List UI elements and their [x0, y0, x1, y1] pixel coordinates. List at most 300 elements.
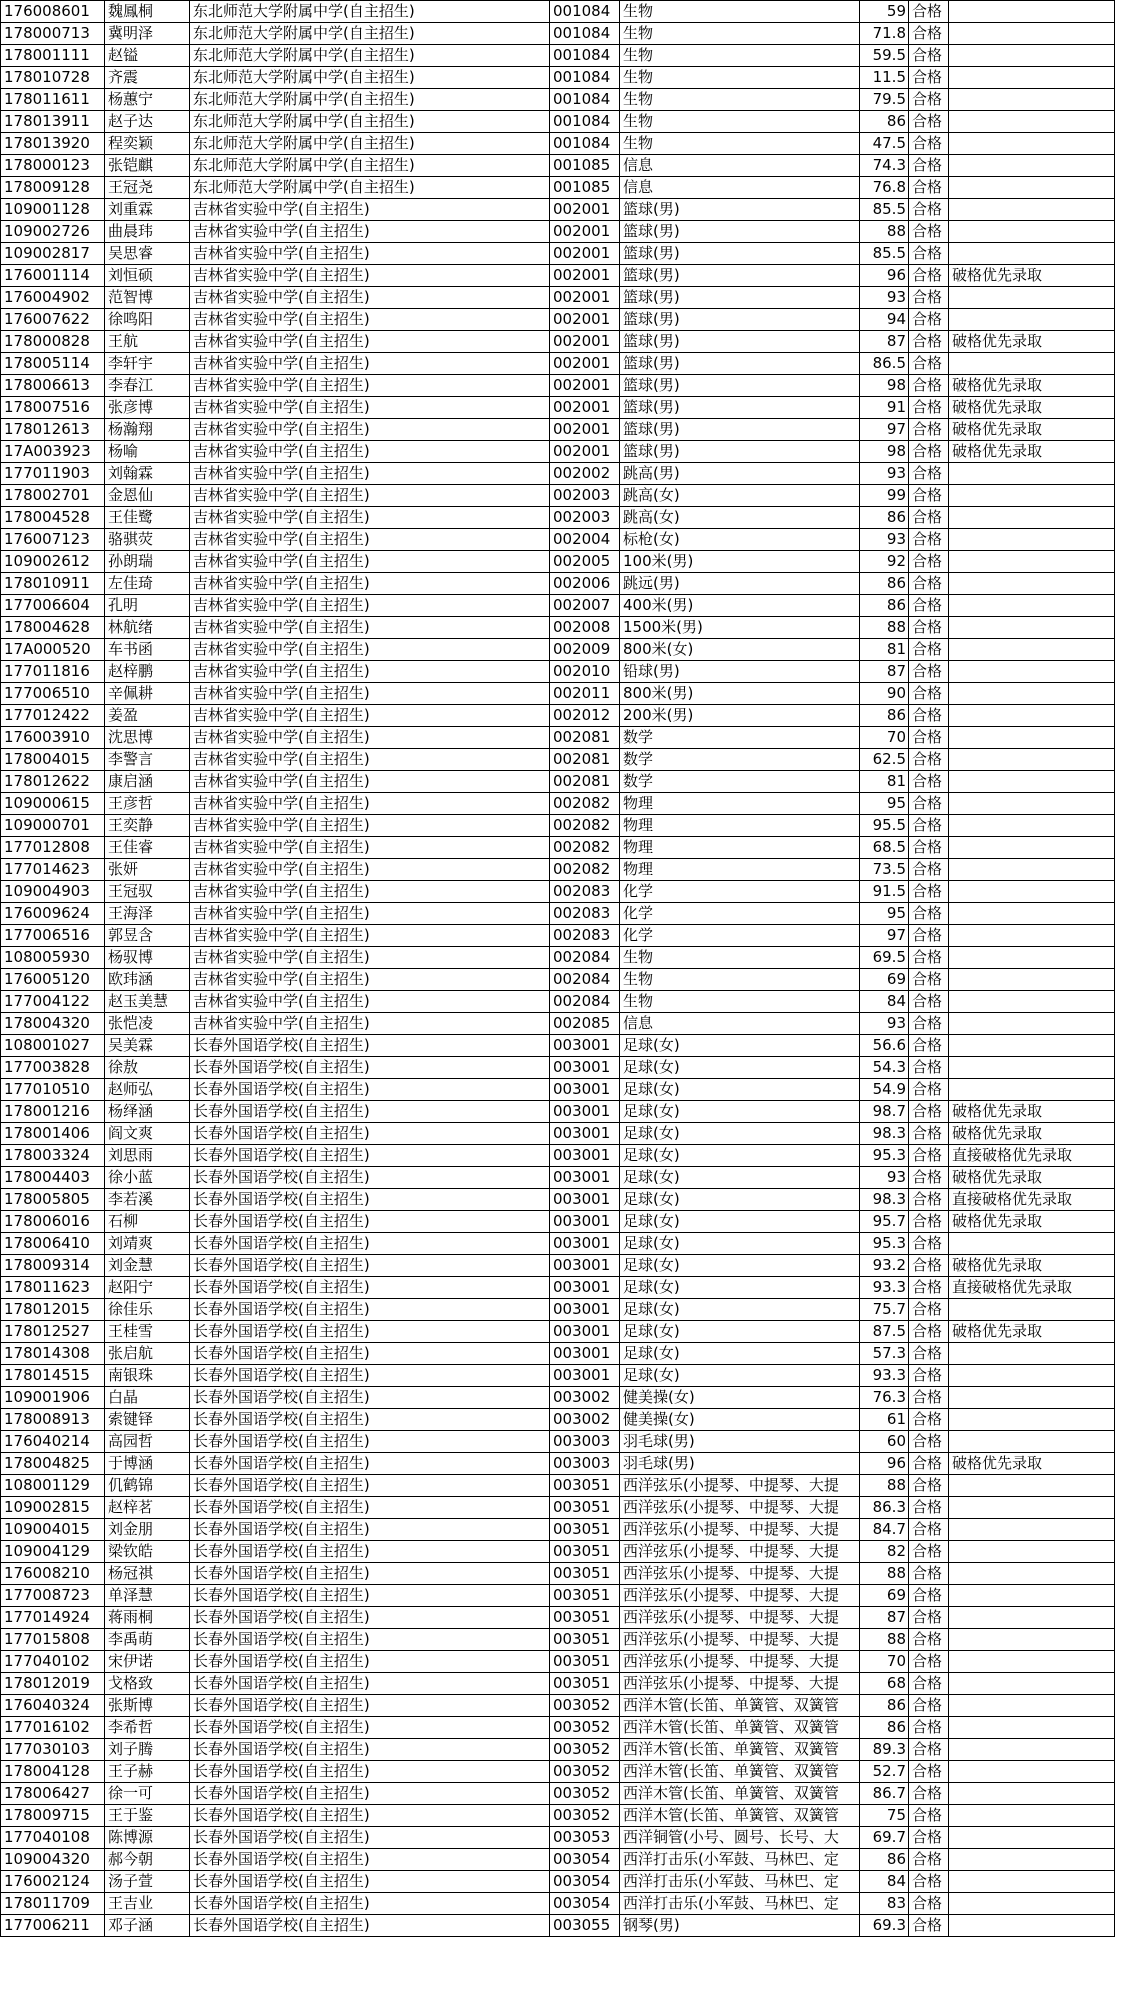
- school-cell: 东北师范大学附属中学(自主招生): [190, 155, 550, 177]
- table-row: [1, 177, 1115, 199]
- remark-cell: [949, 595, 1115, 617]
- program-code-cell: 002081: [550, 727, 620, 749]
- program-name-cell: 生物: [620, 947, 860, 969]
- remark-cell: [949, 1497, 1115, 1519]
- table-row: [1, 485, 1115, 507]
- result-cell: 合格: [909, 1673, 949, 1695]
- result-cell: 合格: [909, 287, 949, 309]
- table-row: [1, 1893, 1115, 1915]
- score-cell: 11.5: [860, 67, 909, 89]
- score-cell: 85.5: [860, 199, 909, 221]
- program-code-cell: 003001: [550, 1079, 620, 1101]
- exam-id-cell: 177014924: [1, 1607, 105, 1629]
- table-row: [1, 1387, 1115, 1409]
- table-row: [1, 111, 1115, 133]
- result-cell: 合格: [909, 1519, 949, 1541]
- program-name-cell: 物理: [620, 815, 860, 837]
- program-code-cell: 003051: [550, 1541, 620, 1563]
- exam-id-cell: 178006427: [1, 1783, 105, 1805]
- score-cell: 54.3: [860, 1057, 909, 1079]
- student-name-cell: 赵梓鹏: [105, 661, 190, 683]
- student-name-cell: 王航: [105, 331, 190, 353]
- result-cell: 合格: [909, 1, 949, 23]
- program-code-cell: 002001: [550, 199, 620, 221]
- school-cell: 长春外国语学校(自主招生): [190, 1915, 550, 1937]
- school-cell: 长春外国语学校(自主招生): [190, 1387, 550, 1409]
- score-cell: 95.7: [860, 1211, 909, 1233]
- remark-cell: [949, 111, 1115, 133]
- program-code-cell: 002001: [550, 419, 620, 441]
- student-name-cell: 孙朗瑞: [105, 551, 190, 573]
- result-cell: 合格: [909, 881, 949, 903]
- result-cell: 合格: [909, 1057, 949, 1079]
- student-name-cell: 刘翰霖: [105, 463, 190, 485]
- table-row: [1, 551, 1115, 573]
- program-code-cell: 002001: [550, 265, 620, 287]
- remark-cell: [949, 1057, 1115, 1079]
- school-cell: 吉林省实验中学(自主招生): [190, 903, 550, 925]
- school-cell: 长春外国语学校(自主招生): [190, 1607, 550, 1629]
- student-name-cell: 赵子达: [105, 111, 190, 133]
- exam-id-cell: 178014515: [1, 1365, 105, 1387]
- table-row: [1, 1409, 1115, 1431]
- exam-id-cell: 178000123: [1, 155, 105, 177]
- result-cell: 合格: [909, 375, 949, 397]
- exam-id-cell: 178009314: [1, 1255, 105, 1277]
- program-name-cell: 足球(女): [620, 1321, 860, 1343]
- school-cell: 长春外国语学校(自主招生): [190, 1497, 550, 1519]
- student-name-cell: 王吉业: [105, 1893, 190, 1915]
- result-cell: 合格: [909, 1321, 949, 1343]
- remark-cell: [949, 727, 1115, 749]
- program-name-cell: 足球(女): [620, 1255, 860, 1277]
- program-name-cell: 西洋弦乐(小提琴、中提琴、大提: [620, 1519, 860, 1541]
- result-cell: 合格: [909, 1849, 949, 1871]
- school-cell: 东北师范大学附属中学(自主招生): [190, 67, 550, 89]
- program-code-cell: 003001: [550, 1321, 620, 1343]
- student-name-cell: 王佳睿: [105, 837, 190, 859]
- table-row: [1, 1783, 1115, 1805]
- table-row: [1, 749, 1115, 771]
- score-cell: 96: [860, 1453, 909, 1475]
- exam-id-cell: 109000615: [1, 793, 105, 815]
- table-row: [1, 529, 1115, 551]
- school-cell: 长春外国语学校(自主招生): [190, 1475, 550, 1497]
- score-cell: 91.5: [860, 881, 909, 903]
- student-name-cell: 王冠尧: [105, 177, 190, 199]
- student-name-cell: 郝今朝: [105, 1849, 190, 1871]
- exam-id-cell: 178012015: [1, 1299, 105, 1321]
- result-cell: 合格: [909, 1607, 949, 1629]
- program-code-cell: 003002: [550, 1387, 620, 1409]
- table-row: [1, 1145, 1115, 1167]
- result-cell: 合格: [909, 1739, 949, 1761]
- school-cell: 长春外国语学校(自主招生): [190, 1761, 550, 1783]
- table-row: [1, 1717, 1115, 1739]
- program-name-cell: 生物: [620, 45, 860, 67]
- table-row: [1, 947, 1115, 969]
- table-row: [1, 815, 1115, 837]
- score-cell: 85.5: [860, 243, 909, 265]
- table-row: [1, 1761, 1115, 1783]
- table-row: [1, 287, 1115, 309]
- remark-cell: 破格优先录取: [949, 419, 1115, 441]
- student-name-cell: 左佳琦: [105, 573, 190, 595]
- program-name-cell: 化学: [620, 925, 860, 947]
- school-cell: 长春外国语学校(自主招生): [190, 1365, 550, 1387]
- student-name-cell: 赵梓茗: [105, 1497, 190, 1519]
- table-row: [1, 683, 1115, 705]
- result-cell: 合格: [909, 1431, 949, 1453]
- school-cell: 长春外国语学校(自主招生): [190, 1893, 550, 1915]
- score-cell: 69.5: [860, 947, 909, 969]
- program-name-cell: 西洋弦乐(小提琴、中提琴、大提: [620, 1497, 860, 1519]
- school-cell: 长春外国语学校(自主招生): [190, 1563, 550, 1585]
- score-cell: 97: [860, 419, 909, 441]
- student-name-cell: 吴思睿: [105, 243, 190, 265]
- program-name-cell: 羽毛球(男): [620, 1453, 860, 1475]
- table-row: [1, 1123, 1115, 1145]
- program-name-cell: 足球(女): [620, 1035, 860, 1057]
- result-cell: 合格: [909, 727, 949, 749]
- program-name-cell: 篮球(男): [620, 397, 860, 419]
- student-name-cell: 徐佳乐: [105, 1299, 190, 1321]
- program-name-cell: 西洋弦乐(小提琴、中提琴、大提: [620, 1475, 860, 1497]
- program-name-cell: 200米(男): [620, 705, 860, 727]
- score-cell: 59.5: [860, 45, 909, 67]
- exam-id-cell: 176009624: [1, 903, 105, 925]
- program-name-cell: 篮球(男): [620, 353, 860, 375]
- exam-id-cell: 177014623: [1, 859, 105, 881]
- remark-cell: 破格优先录取: [949, 331, 1115, 353]
- table-row: [1, 1211, 1115, 1233]
- remark-cell: [949, 1013, 1115, 1035]
- student-name-cell: 李轩宇: [105, 353, 190, 375]
- table-row: [1, 1519, 1115, 1541]
- exam-id-cell: 108001129: [1, 1475, 105, 1497]
- program-name-cell: 足球(女): [620, 1145, 860, 1167]
- result-cell: 合格: [909, 573, 949, 595]
- result-cell: 合格: [909, 1563, 949, 1585]
- remark-cell: 破格优先录取: [949, 1321, 1115, 1343]
- remark-cell: [949, 551, 1115, 573]
- score-cell: 93: [860, 463, 909, 485]
- table-row: [1, 199, 1115, 221]
- score-cell: 86.5: [860, 353, 909, 375]
- program-name-cell: 化学: [620, 903, 860, 925]
- program-name-cell: 跳高(男): [620, 463, 860, 485]
- program-code-cell: 001084: [550, 67, 620, 89]
- remark-cell: [949, 573, 1115, 595]
- student-name-cell: 张斯博: [105, 1695, 190, 1717]
- student-name-cell: 杨蕙宁: [105, 89, 190, 111]
- table-row: [1, 1013, 1115, 1035]
- score-cell: 81: [860, 771, 909, 793]
- school-cell: 长春外国语学校(自主招生): [190, 1343, 550, 1365]
- exam-id-cell: 109002815: [1, 1497, 105, 1519]
- result-cell: 合格: [909, 1035, 949, 1057]
- score-cell: 86: [860, 595, 909, 617]
- remark-cell: [949, 1827, 1115, 1849]
- student-name-cell: 骆骐荧: [105, 529, 190, 551]
- remark-cell: [949, 463, 1115, 485]
- program-name-cell: 足球(女): [620, 1343, 860, 1365]
- table-row: [1, 1365, 1115, 1387]
- result-cell: 合格: [909, 1761, 949, 1783]
- score-cell: 52.7: [860, 1761, 909, 1783]
- remark-cell: [949, 23, 1115, 45]
- student-name-cell: 车书函: [105, 639, 190, 661]
- result-cell: 合格: [909, 1871, 949, 1893]
- school-cell: 吉林省实验中学(自主招生): [190, 617, 550, 639]
- school-cell: 东北师范大学附属中学(自主招生): [190, 177, 550, 199]
- school-cell: 长春外国语学校(自主招生): [190, 1035, 550, 1057]
- school-cell: 吉林省实验中学(自主招生): [190, 815, 550, 837]
- table-body: [1, 1, 1115, 1937]
- score-cell: 88: [860, 1475, 909, 1497]
- school-cell: 吉林省实验中学(自主招生): [190, 881, 550, 903]
- result-cell: 合格: [909, 177, 949, 199]
- school-cell: 吉林省实验中学(自主招生): [190, 309, 550, 331]
- table-row: [1, 463, 1115, 485]
- program-name-cell: 100米(男): [620, 551, 860, 573]
- program-code-cell: 002005: [550, 551, 620, 573]
- exam-id-cell: 178004128: [1, 1761, 105, 1783]
- student-name-cell: 杨瀚翔: [105, 419, 190, 441]
- school-cell: 吉林省实验中学(自主招生): [190, 749, 550, 771]
- program-code-cell: 001084: [550, 111, 620, 133]
- program-name-cell: 篮球(男): [620, 221, 860, 243]
- program-code-cell: 002012: [550, 705, 620, 727]
- exam-id-cell: 177012808: [1, 837, 105, 859]
- student-name-cell: 刘恒硕: [105, 265, 190, 287]
- remark-cell: [949, 1365, 1115, 1387]
- exam-id-cell: 17A003923: [1, 441, 105, 463]
- program-code-cell: 001084: [550, 1, 620, 23]
- exam-id-cell: 178011611: [1, 89, 105, 111]
- program-name-cell: 篮球(男): [620, 375, 860, 397]
- remark-cell: [949, 1079, 1115, 1101]
- remark-cell: [949, 177, 1115, 199]
- result-cell: 合格: [909, 265, 949, 287]
- remark-cell: [949, 859, 1115, 881]
- student-name-cell: 刘靖爽: [105, 1233, 190, 1255]
- student-name-cell: 齐震: [105, 67, 190, 89]
- program-code-cell: 002082: [550, 837, 620, 859]
- exam-id-cell: 109004129: [1, 1541, 105, 1563]
- program-name-cell: 生物: [620, 23, 860, 45]
- result-cell: 合格: [909, 1365, 949, 1387]
- exam-id-cell: 177016102: [1, 1717, 105, 1739]
- score-cell: 47.5: [860, 133, 909, 155]
- program-code-cell: 002001: [550, 353, 620, 375]
- result-cell: 合格: [909, 903, 949, 925]
- exam-id-cell: 108005930: [1, 947, 105, 969]
- program-code-cell: 003001: [550, 1299, 620, 1321]
- table-row: [1, 1805, 1115, 1827]
- student-name-cell: 杨驭博: [105, 947, 190, 969]
- remark-cell: 破格优先录取: [949, 1453, 1115, 1475]
- student-name-cell: 仉鹤锦: [105, 1475, 190, 1497]
- score-cell: 93.3: [860, 1277, 909, 1299]
- exam-id-cell: 178002701: [1, 485, 105, 507]
- result-cell: 合格: [909, 89, 949, 111]
- school-cell: 长春外国语学校(自主招生): [190, 1409, 550, 1431]
- exam-id-cell: 177040102: [1, 1651, 105, 1673]
- program-name-cell: 足球(女): [620, 1123, 860, 1145]
- exam-id-cell: 177006510: [1, 683, 105, 705]
- program-name-cell: 篮球(男): [620, 419, 860, 441]
- program-name-cell: 西洋弦乐(小提琴、中提琴、大提: [620, 1607, 860, 1629]
- remark-cell: [949, 507, 1115, 529]
- program-name-cell: 数学: [620, 749, 860, 771]
- program-code-cell: 003001: [550, 1167, 620, 1189]
- school-cell: 长春外国语学校(自主招生): [190, 1101, 550, 1123]
- result-cell: 合格: [909, 463, 949, 485]
- score-cell: 94: [860, 309, 909, 331]
- score-cell: 89.3: [860, 1739, 909, 1761]
- student-name-cell: 单泽慧: [105, 1585, 190, 1607]
- result-cell: 合格: [909, 705, 949, 727]
- remark-cell: [949, 1739, 1115, 1761]
- result-cell: 合格: [909, 199, 949, 221]
- result-cell: 合格: [909, 1123, 949, 1145]
- program-name-cell: 足球(女): [620, 1299, 860, 1321]
- score-cell: 97: [860, 925, 909, 947]
- school-cell: 吉林省实验中学(自主招生): [190, 859, 550, 881]
- program-code-cell: 002082: [550, 815, 620, 837]
- result-cell: 合格: [909, 1079, 949, 1101]
- exam-id-cell: 178001406: [1, 1123, 105, 1145]
- program-code-cell: 002083: [550, 903, 620, 925]
- program-code-cell: 002085: [550, 1013, 620, 1035]
- result-cell: 合格: [909, 1233, 949, 1255]
- result-cell: 合格: [909, 617, 949, 639]
- exam-id-cell: 177012422: [1, 705, 105, 727]
- remark-cell: [949, 353, 1115, 375]
- remark-cell: [949, 1651, 1115, 1673]
- result-cell: 合格: [909, 1695, 949, 1717]
- school-cell: 长春外国语学校(自主招生): [190, 1651, 550, 1673]
- student-name-cell: 吴美霖: [105, 1035, 190, 1057]
- school-cell: 吉林省实验中学(自主招生): [190, 705, 550, 727]
- exam-id-cell: 176007123: [1, 529, 105, 551]
- exam-id-cell: 178001111: [1, 45, 105, 67]
- result-cell: 合格: [909, 1629, 949, 1651]
- result-cell: 合格: [909, 1827, 949, 1849]
- table-row: [1, 1827, 1115, 1849]
- program-name-cell: 足球(女): [620, 1277, 860, 1299]
- program-name-cell: 篮球(男): [620, 199, 860, 221]
- remark-cell: [949, 661, 1115, 683]
- score-cell: 95.5: [860, 815, 909, 837]
- student-name-cell: 刘思雨: [105, 1145, 190, 1167]
- program-name-cell: 物理: [620, 837, 860, 859]
- score-cell: 93: [860, 287, 909, 309]
- program-code-cell: 003052: [550, 1739, 620, 1761]
- program-name-cell: 生物: [620, 133, 860, 155]
- program-code-cell: 003001: [550, 1343, 620, 1365]
- remark-cell: [949, 485, 1115, 507]
- result-cell: 合格: [909, 507, 949, 529]
- remark-cell: [949, 199, 1115, 221]
- program-code-cell: 003051: [550, 1629, 620, 1651]
- school-cell: 吉林省实验中学(自主招生): [190, 727, 550, 749]
- program-code-cell: 002081: [550, 749, 620, 771]
- remark-cell: [949, 991, 1115, 1013]
- score-cell: 86: [860, 705, 909, 727]
- program-name-cell: 篮球(男): [620, 441, 860, 463]
- result-cell: 合格: [909, 1805, 949, 1827]
- student-name-cell: 赵阳宁: [105, 1277, 190, 1299]
- student-name-cell: 赵师弘: [105, 1079, 190, 1101]
- exam-id-cell: 109000701: [1, 815, 105, 837]
- result-cell: 合格: [909, 1211, 949, 1233]
- table-row: [1, 221, 1115, 243]
- program-name-cell: 生物: [620, 89, 860, 111]
- program-name-cell: 物理: [620, 859, 860, 881]
- program-name-cell: 生物: [620, 1, 860, 23]
- student-name-cell: 徐敖: [105, 1057, 190, 1079]
- school-cell: 长春外国语学校(自主招生): [190, 1431, 550, 1453]
- student-name-cell: 徐一可: [105, 1783, 190, 1805]
- result-cell: 合格: [909, 45, 949, 67]
- exam-id-cell: 178008913: [1, 1409, 105, 1431]
- remark-cell: [949, 1871, 1115, 1893]
- result-cell: 合格: [909, 1013, 949, 1035]
- exam-id-cell: 177006211: [1, 1915, 105, 1937]
- program-name-cell: 西洋打击乐(小军鼓、马林巴、定: [620, 1871, 860, 1893]
- remark-cell: [949, 1695, 1115, 1717]
- table-row: [1, 1629, 1115, 1651]
- program-code-cell: 003052: [550, 1695, 620, 1717]
- exam-id-cell: 109002612: [1, 551, 105, 573]
- program-code-cell: 002001: [550, 221, 620, 243]
- program-name-cell: 足球(女): [620, 1189, 860, 1211]
- program-name-cell: 800米(男): [620, 683, 860, 705]
- score-cell: 93: [860, 529, 909, 551]
- program-code-cell: 002001: [550, 287, 620, 309]
- student-name-cell: 高园哲: [105, 1431, 190, 1453]
- program-code-cell: 003051: [550, 1519, 620, 1541]
- table-row: [1, 991, 1115, 1013]
- exam-id-cell: 178011709: [1, 1893, 105, 1915]
- program-name-cell: 西洋弦乐(小提琴、中提琴、大提: [620, 1651, 860, 1673]
- result-cell: 合格: [909, 991, 949, 1013]
- school-cell: 吉林省实验中学(自主招生): [190, 551, 550, 573]
- student-name-cell: 欧玮涵: [105, 969, 190, 991]
- student-name-cell: 王冠驭: [105, 881, 190, 903]
- exam-id-cell: 178004628: [1, 617, 105, 639]
- school-cell: 长春外国语学校(自主招生): [190, 1541, 550, 1563]
- remark-cell: [949, 705, 1115, 727]
- program-name-cell: 足球(女): [620, 1167, 860, 1189]
- school-cell: 吉林省实验中学(自主招生): [190, 683, 550, 705]
- student-name-cell: 赵镒: [105, 45, 190, 67]
- program-name-cell: 西洋木管(长笛、单簧管、双簧管: [620, 1761, 860, 1783]
- exam-id-cell: 178006410: [1, 1233, 105, 1255]
- remark-cell: [949, 1233, 1115, 1255]
- school-cell: 长春外国语学校(自主招生): [190, 1079, 550, 1101]
- program-name-cell: 化学: [620, 881, 860, 903]
- score-cell: 71.8: [860, 23, 909, 45]
- student-name-cell: 李警言: [105, 749, 190, 771]
- table-row: [1, 1167, 1115, 1189]
- remark-cell: [949, 1475, 1115, 1497]
- program-name-cell: 跳高(女): [620, 485, 860, 507]
- score-cell: 57.3: [860, 1343, 909, 1365]
- exam-id-cell: 177030103: [1, 1739, 105, 1761]
